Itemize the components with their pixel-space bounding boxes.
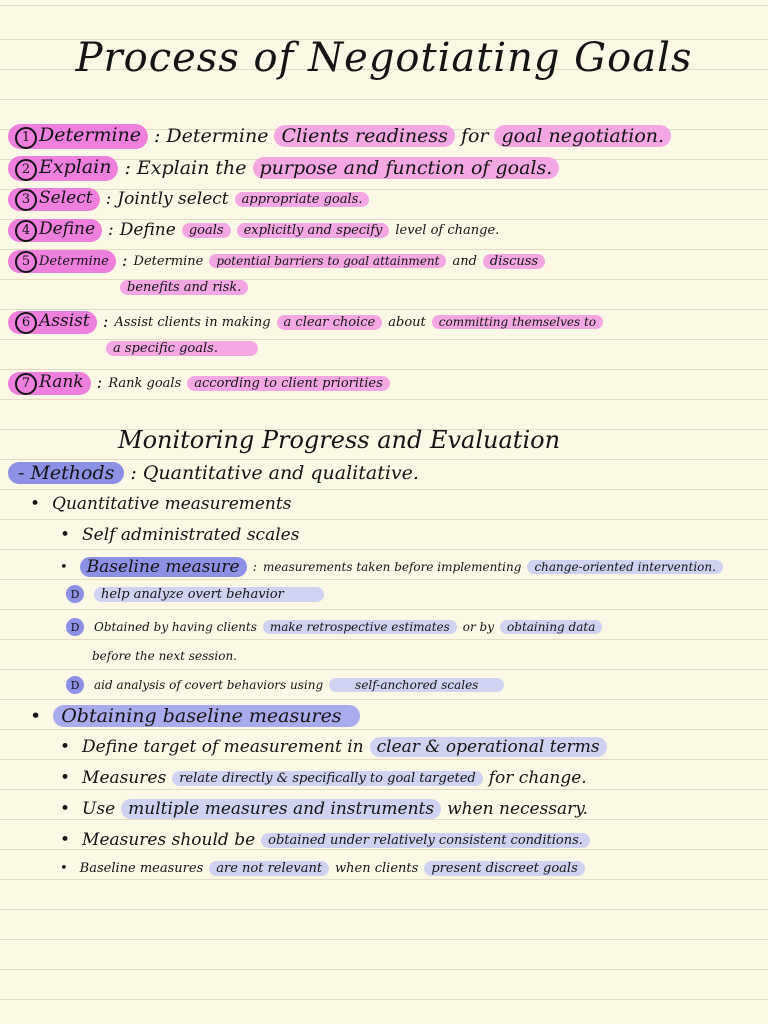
step-4 (8, 219, 499, 242)
step-1-lead: Determine (166, 125, 269, 148)
step-1-highlight-a: Clients readiness (274, 125, 454, 147)
bullet-icon: • (60, 559, 68, 575)
step-7 (8, 372, 390, 395)
quant-self: Self administrated scales (82, 525, 300, 545)
step-1 (8, 124, 671, 149)
step-1-sep: : (154, 125, 161, 148)
step-6-highlight-b: committing themselves to (432, 315, 603, 329)
obtaining-item-3 (60, 799, 588, 819)
bullet-icon: • (60, 861, 68, 876)
step-2-sep: : (124, 157, 131, 180)
step-number-icon: 3 (15, 189, 37, 211)
step-number-icon: 7 (15, 373, 37, 395)
step-6-label: Assist (39, 311, 90, 331)
obtaining-item-4 (60, 830, 590, 850)
baseline-measure-line (60, 557, 723, 577)
step-5-sep: : (121, 251, 128, 272)
quant-sub-2-continuation (92, 649, 237, 663)
step-number-icon: 4 (15, 220, 37, 242)
step-4-tail: level of change. (395, 222, 500, 238)
obtaining-item-2-highlight: relate directly & specifically to goal targeted (172, 771, 483, 786)
step-5-label: Determine (39, 254, 109, 269)
quant-sub-3 (66, 676, 504, 694)
quant-sub-2-highlight-a: make retrospective estimates (263, 620, 457, 634)
step-5-label-box (8, 250, 116, 273)
bullet-icon: • (30, 494, 41, 514)
obtaining-item-5-text: Baseline measures (79, 861, 204, 876)
step-1-mid: for (460, 125, 489, 148)
step-7-sep: : (96, 373, 103, 394)
bullet-icon: • (60, 525, 71, 545)
obtaining-heading: Obtaining baseline measures (53, 705, 359, 727)
bullet-icon: • (60, 799, 71, 819)
obtaining-item-5 (60, 861, 585, 876)
bullet-icon: • (30, 705, 42, 727)
step-2-highlight-a: purpose and function of goals. (253, 157, 560, 179)
obtaining-item-2-post: for change. (488, 768, 587, 788)
step-3-label: Select (39, 188, 93, 208)
obtaining-item-1-text: Define target of measurement in (82, 737, 364, 757)
step-1-highlight-b: goal negotiation. (494, 125, 671, 147)
step-5-highlight-a: potential barriers to goal attainment (209, 254, 446, 268)
step-5 (8, 250, 545, 273)
step-number-icon: 5 (15, 251, 37, 273)
obtaining-item-3-highlight: multiple measures and instruments (121, 799, 441, 819)
methods-line (8, 462, 419, 484)
step-7-highlight-a: according to client priorities (187, 376, 390, 391)
obtaining-item-3-post: when necessary. (447, 799, 589, 819)
step-6-label-box (8, 311, 97, 334)
step-6-mid: about (388, 314, 426, 330)
step-2 (8, 156, 559, 181)
step-5-highlight-b: discuss (483, 254, 545, 269)
step-number-icon: 6 (15, 312, 37, 334)
step-6-lead: Assist clients in making (114, 314, 271, 330)
step-number-icon: 1 (15, 127, 37, 149)
bullet-icon: • (60, 737, 71, 757)
obtaining-item-5-highlight-b: present discreet goals (424, 861, 584, 876)
step-4-lead: Define (119, 220, 176, 241)
step-6-continuation (106, 341, 258, 356)
step-4-sep: : (108, 220, 114, 241)
step-7-lead: Rank goals (108, 375, 182, 391)
step-4-highlight-b: explicitly and specify (237, 223, 390, 238)
quant-heading: Quantitative measurements (52, 494, 292, 514)
step-6-highlight-a: a clear choice (277, 315, 383, 330)
step-2-label: Explain (39, 156, 112, 178)
bullet-icon: • (60, 830, 71, 850)
step-3-lead: Jointly select (117, 189, 229, 210)
obtaining-item-1-highlight: clear & operational terms (370, 737, 607, 757)
step-5-mid: and (452, 253, 477, 269)
quant-sub-1 (66, 585, 324, 603)
step-1-label-box (8, 124, 148, 149)
step-5-lead: Determine (133, 253, 204, 269)
obtaining-item-5-post: when clients (335, 861, 419, 876)
baseline-measure-highlight: change-oriented intervention. (527, 560, 722, 574)
bullet-icon: • (60, 768, 71, 788)
quant-sub-2 (66, 618, 602, 636)
quant-sub-3-highlight-a: self-anchored scales (329, 678, 504, 692)
obtaining-item-3-text: Use (82, 799, 116, 819)
step-3-highlight-a: appropriate goals. (235, 192, 370, 207)
step-3-sep: : (105, 189, 112, 210)
quant-sub-1-text: help analyze overt behavior (94, 587, 324, 602)
obtaining-heading-line (30, 705, 360, 727)
quant-sub-2-text: Obtained by having clients (94, 620, 257, 634)
step-6-sep: : (102, 312, 109, 333)
obtaining-item-4-text: Measures should be (82, 830, 256, 850)
step-7-label-box (8, 372, 91, 395)
methods-label: - Methods (8, 462, 124, 484)
step-4-label-box (8, 219, 102, 242)
step-1-label: Determine (39, 124, 142, 146)
quant-sub-2-mid: or by (462, 620, 495, 634)
arrow-marker-icon: D (66, 585, 84, 603)
step-3 (8, 188, 369, 211)
obtaining-item-2 (60, 768, 587, 788)
quant-sub-2-cont: before the next session. (92, 649, 237, 663)
baseline-measure-label: Baseline measure (80, 557, 247, 577)
step-3-label-box (8, 188, 100, 211)
step-6 (8, 311, 603, 334)
arrow-marker-icon: D (66, 618, 84, 636)
step-5-highlight-cont: benefits and risk. (120, 280, 248, 295)
quant-sub-2-highlight-b: obtaining data (500, 620, 602, 634)
obtaining-item-2-text: Measures (82, 768, 167, 788)
obtaining-item-5-highlight-a: are not relevant (209, 861, 329, 876)
step-number-icon: 2 (15, 159, 37, 181)
step-4-label: Define (39, 219, 96, 239)
obtaining-item-1 (60, 737, 607, 757)
baseline-measure-text: measurements taken before implementing (262, 560, 522, 574)
quant-self-line (60, 525, 299, 545)
methods-text: : Quantitative and qualitative. (130, 462, 419, 484)
step-7-label: Rank (39, 372, 84, 392)
arrow-marker-icon: D (66, 676, 84, 694)
page-title: Process of Negotiating Goals (75, 35, 693, 81)
quant-heading-line (30, 494, 291, 514)
baseline-measure-sep: : (252, 559, 257, 575)
step-2-lead: Explain the (136, 157, 247, 180)
quant-sub-3-text: aid analysis of covert behaviors using (94, 678, 324, 692)
section-subtitle: Monitoring Progress and Evaluation (118, 426, 561, 454)
obtaining-item-4-highlight: obtained under relatively consistent conditions. (261, 833, 590, 848)
step-5-continuation (120, 280, 248, 295)
step-6-highlight-cont: a specific goals. (106, 341, 258, 356)
step-4-highlight-a: goals (182, 223, 231, 238)
step-2-label-box (8, 156, 118, 181)
